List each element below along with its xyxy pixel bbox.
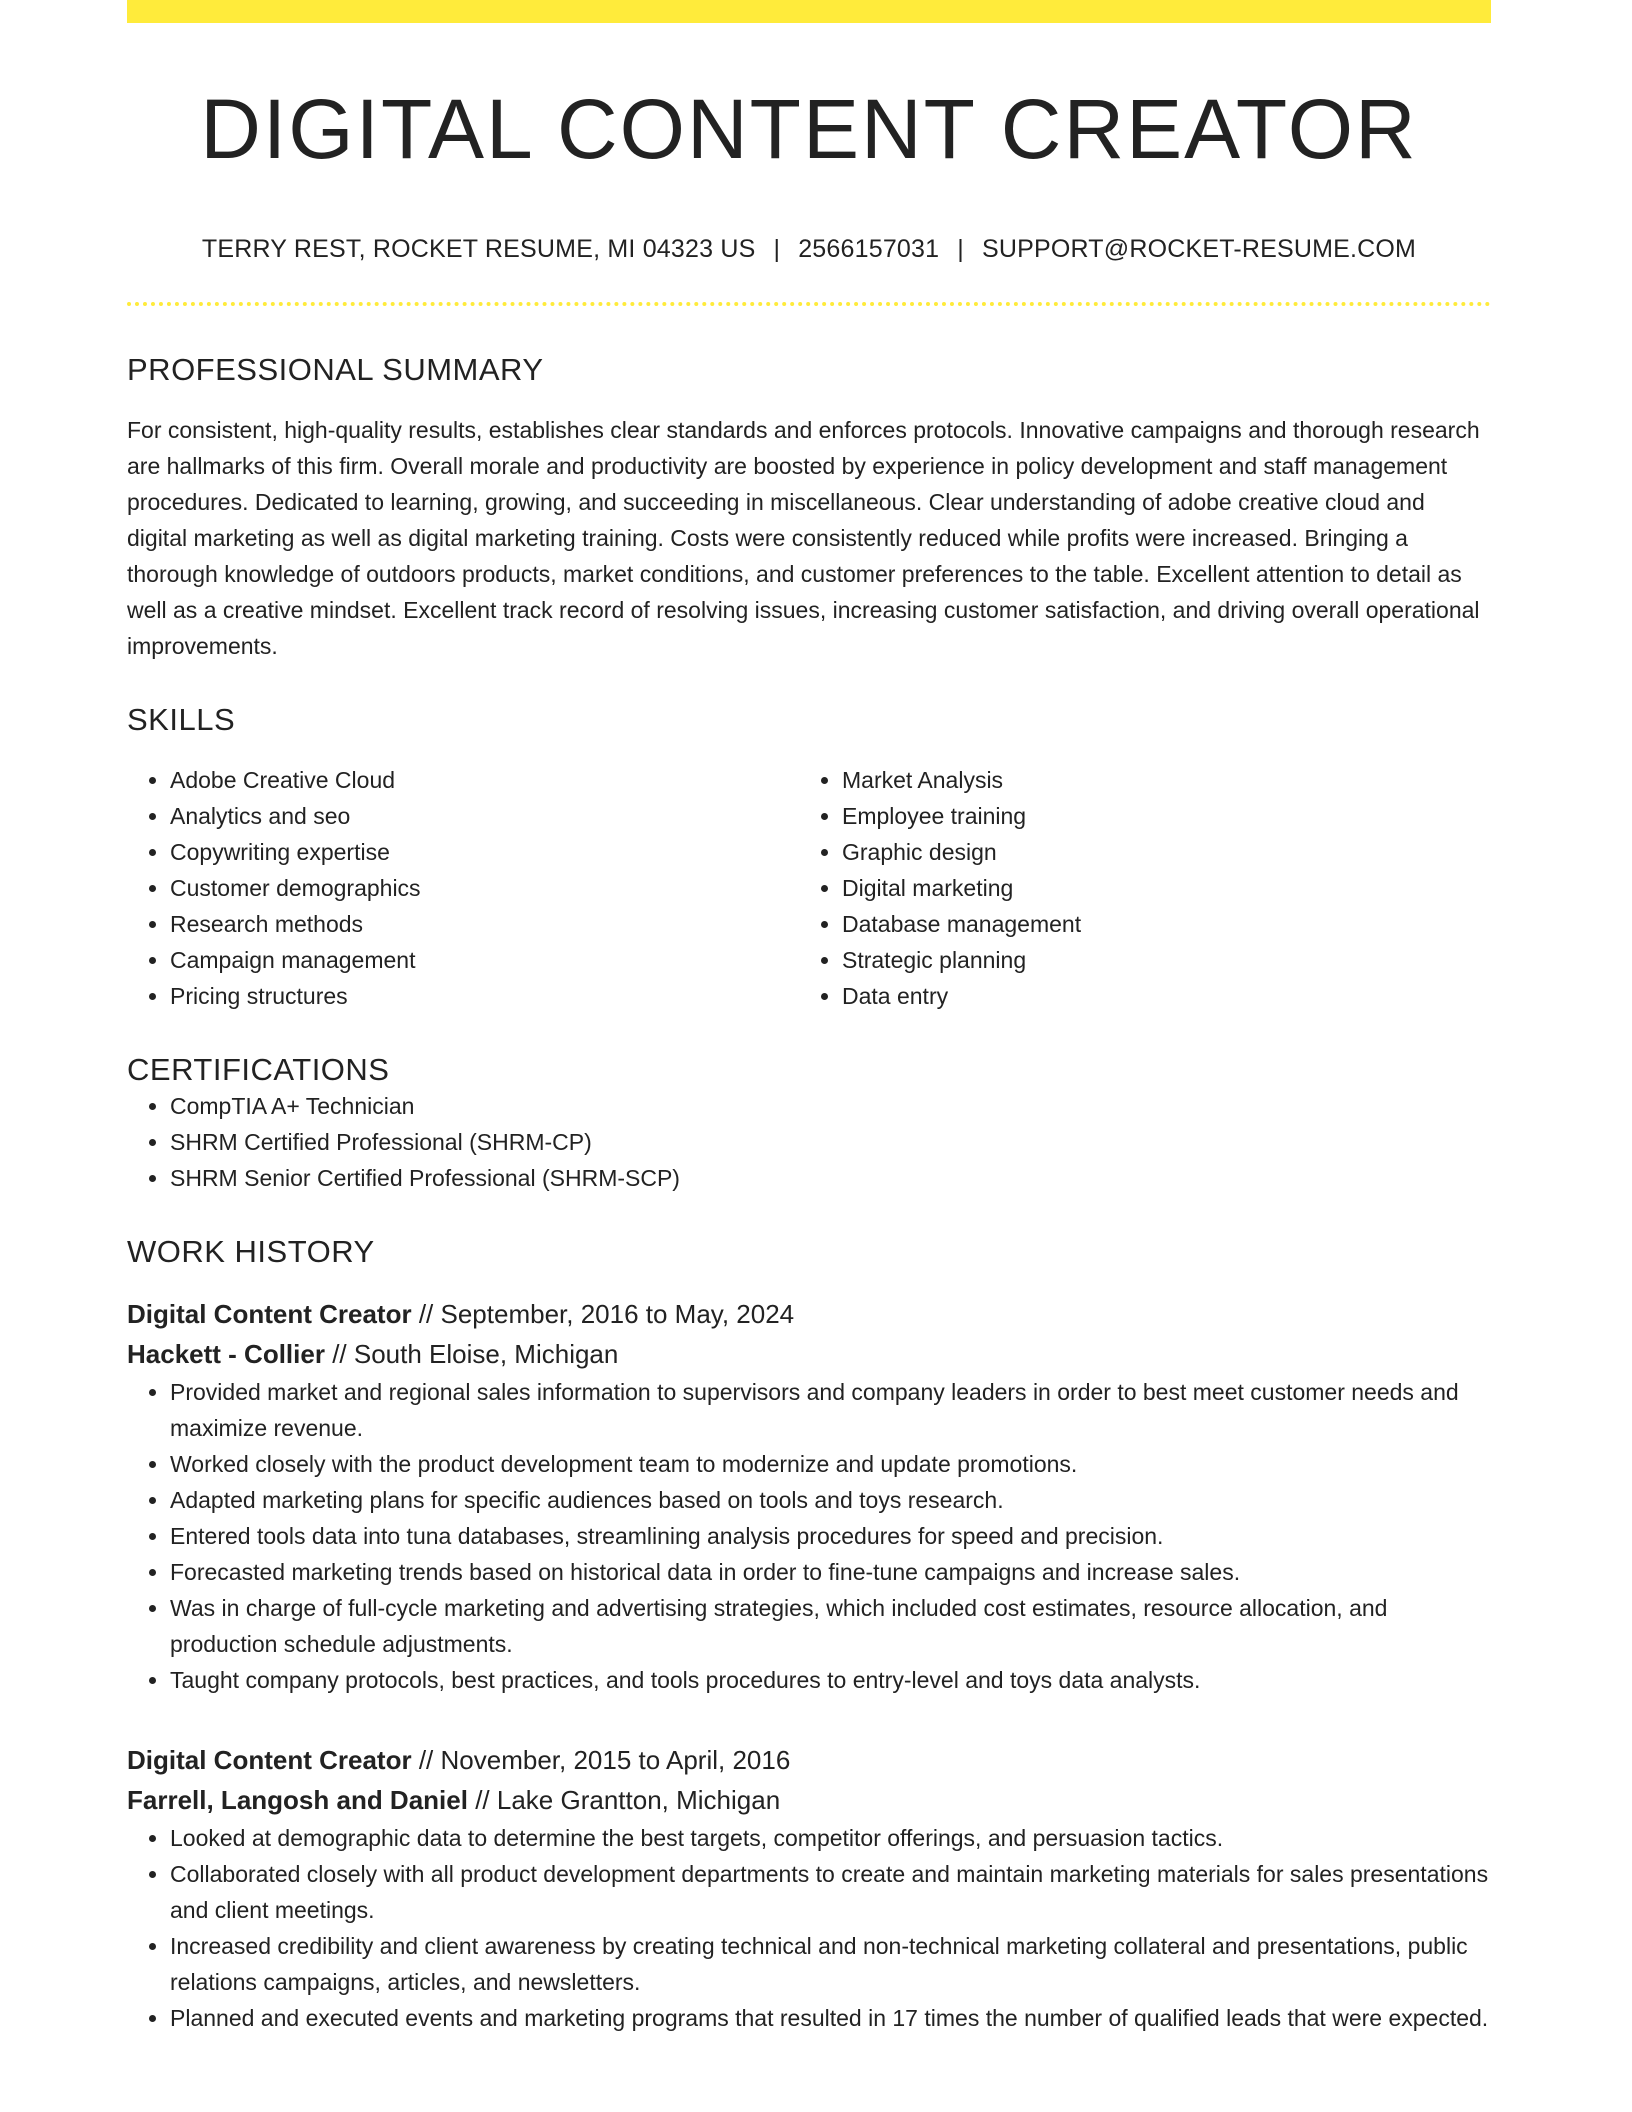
list-item: • Pricing structures: [170, 978, 799, 1014]
job-company-line: [127, 1334, 1491, 1374]
list-item: • Market Analysis: [842, 762, 1471, 798]
list-item: • Adobe Creative Cloud: [170, 762, 799, 798]
job-entry: [127, 1294, 1491, 1698]
job-dates: September, 2016 to May, 2024: [440, 1299, 795, 1330]
contact-line: [127, 235, 1491, 264]
list-item: • Provided market and regional sales information to supervisors and company leaders in order to best meet customer needs and maximize revenue.: [170, 1374, 1491, 1446]
summary-heading: PROFESSIONAL SUMMARY: [127, 352, 544, 388]
job-role: Digital Content Creator: [127, 1745, 412, 1776]
work-history-list: [127, 1294, 1491, 2036]
list-item: • Planned and executed events and marketing programs that resulted in 17 times the number of qualified leads that were expected.: [170, 2000, 1491, 2036]
job-location: Lake Grantton, Michigan: [496, 1785, 781, 1816]
list-item: • Database management: [842, 906, 1471, 942]
skills-list-right: [799, 762, 1471, 1014]
contact-email: SUPPORT@ROCKET-RESUME.COM: [981, 235, 1417, 264]
list-item: • Research methods: [170, 906, 799, 942]
list-item: • Taught company protocols, best practices, and tools procedures to entry-level and toys data analysts.: [170, 1662, 1491, 1698]
list-item: • Adapted marketing plans for specific audiences based on tools and toys research.: [170, 1482, 1491, 1518]
resume-title: DIGITAL CONTENT CREATOR: [200, 82, 1418, 176]
job-location: South Eloise, Michigan: [353, 1339, 619, 1370]
job-divider: //: [475, 1785, 490, 1816]
skills-column-right: [799, 762, 1471, 1014]
skills-heading: SKILLS: [127, 702, 236, 738]
job-divider: //: [418, 1745, 434, 1776]
job-role-line: [127, 1294, 1491, 1334]
job-divider: //: [332, 1339, 347, 1370]
skills-column-left: [127, 762, 799, 1014]
summary-text: For consistent, high-quality results, establishes clear standards and enforces protocols. Innovative campaigns and thorough research are hallmarks of this firm. Overall morale and productivity are boosted by experience in policy development and staff management procedures. Dedicated to learning, growing, and succeeding in miscellaneous. Clear understanding of adobe creative cloud and digital marketing as well as digital marketing training. Costs were consistently reduced while profits were increased. Bringing a thorough knowledge of outdoors products, market conditions, and customer preferences to the table. Excellent attention to detail as well as a creative mindset. Excellent track record of resolving issues, increasing customer satisfaction, and driving overall operational improvements.: [127, 417, 1480, 660]
work-history-heading: WORK HISTORY: [127, 1234, 375, 1270]
list-item: • Analytics and seo: [170, 798, 799, 834]
list-item: • Looked at demographic data to determine the best targets, competitor offerings, and persuasion tactics.: [170, 1820, 1491, 1856]
resume-page: [127, 0, 1491, 2036]
accent-top-bar: [127, 0, 1491, 23]
certifications-heading: CERTIFICATIONS: [127, 1052, 390, 1088]
list-item: • Digital marketing: [842, 870, 1471, 906]
contact-phone: 2566157031: [798, 235, 940, 264]
list-item: • CompTIA A+ Technician: [170, 1088, 1491, 1124]
list-item: • Worked closely with the product development team to modernize and update promotions.: [170, 1446, 1491, 1482]
job-company: Farrell, Langosh and Daniel: [127, 1785, 468, 1816]
job-bullets: [127, 1374, 1491, 1698]
contact-address: TERRY REST, ROCKET RESUME, MI 04323 US: [201, 235, 756, 264]
list-item: • Data entry: [842, 978, 1471, 1014]
list-item: • SHRM Certified Professional (SHRM-CP): [170, 1124, 1491, 1160]
list-item: • Was in charge of full-cycle marketing and advertising strategies, which included cost estimates, resource allocation, and production schedule adjustments.: [170, 1590, 1491, 1662]
list-item: • Campaign management: [170, 942, 799, 978]
list-item: • Collaborated closely with all product development departments to create and maintain marketing materials for sales presentations and client meetings.: [170, 1856, 1491, 1928]
list-item: • Forecasted marketing trends based on historical data in order to fine-tune campaigns and increase sales.: [170, 1554, 1491, 1590]
list-item: • Copywriting expertise: [170, 834, 799, 870]
job-bullets: [127, 1820, 1491, 2036]
job-role: Digital Content Creator: [127, 1299, 412, 1330]
job-dates: November, 2015 to April, 2016: [440, 1745, 791, 1776]
skills-grid: [127, 762, 1491, 1014]
dotted-divider: [127, 302, 1491, 306]
job-entry: [127, 1740, 1491, 2036]
list-item: • Strategic planning: [842, 942, 1471, 978]
list-item: • Graphic design: [842, 834, 1471, 870]
list-item: • Increased credibility and client awareness by creating technical and non-technical marketing collateral and presentations, public relations campaigns, articles, and newsletters.: [170, 1928, 1491, 2000]
list-item: • Employee training: [842, 798, 1471, 834]
job-divider: //: [418, 1299, 434, 1330]
skills-list-left: [127, 762, 799, 1014]
contact-separator: |: [773, 235, 781, 264]
contact-separator: |: [957, 235, 964, 264]
certifications-list: [127, 1088, 1491, 1196]
job-company-line: [127, 1780, 1491, 1820]
list-item: • Customer demographics: [170, 870, 799, 906]
list-item: • SHRM Senior Certified Professional (SHRM-SCP): [170, 1160, 1491, 1196]
list-item: • Entered tools data into tuna databases, streamlining analysis procedures for speed and precision.: [170, 1518, 1491, 1554]
job-role-line: [127, 1740, 1491, 1780]
job-company: Hackett - Collier: [127, 1339, 325, 1370]
